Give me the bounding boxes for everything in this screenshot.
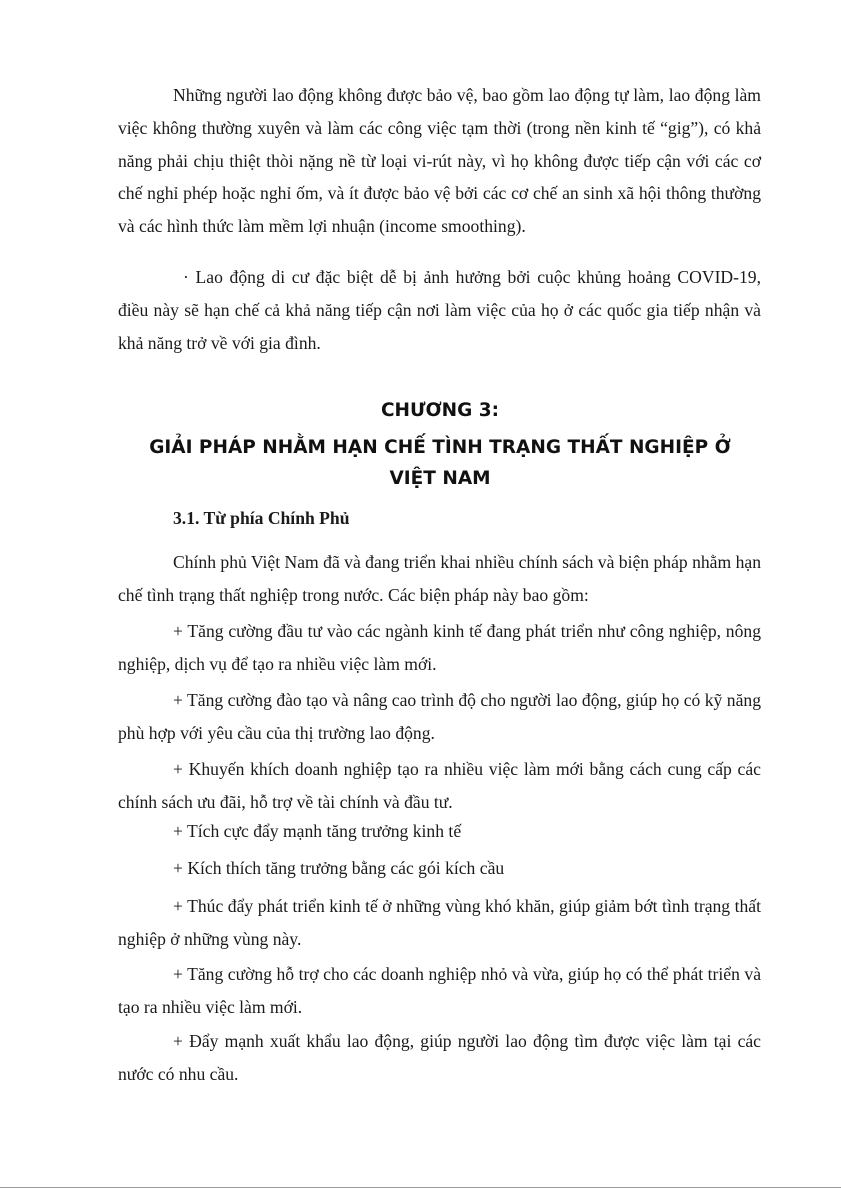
list-item-stimulus: + Kích thích tăng trưởng bằng các gói kích cầu [173,858,505,878]
list-item-investment: + Tăng cường đầu tư vào các ngành kinh tế đang phát triển như công nghiệp, nông nghiệp, dịch vụ để tạo ra nhiều việc làm mới. [118,621,761,674]
paragraph-migrant-workers: · Lao động di cư đặc biệt dễ bị ảnh hưởng bởi cuộc khủng hoảng COVID-19, điều này sẽ hạn chế cả khả năng tiếp cận nơi làm việc của họ ở các quốc gia tiếp nhận và khả năng trở về với gia đình. [118,267,761,353]
chapter-title-line1: GIẢI PHÁP NHẰM HẠN CHẾ TÌNH TRẠNG THẤT NGHIỆP Ở [149,437,731,458]
section-heading: 3.1. Từ phía Chính Phủ [173,508,350,528]
list-item-sme-support: + Tăng cường hỗ trợ cho các doanh nghiệp nhỏ và vừa, giúp họ có thể phát triển và tạo ra nhiều việc làm mới. [118,964,761,1017]
list-item-training: + Tăng cường đào tạo và nâng cao trình độ cho người lao động, giúp họ có kỹ năng phù hợp với yêu cầu của thị trường lao động. [118,690,761,743]
list-item-economic-growth: + Tích cực đẩy mạnh tăng trưởng kinh tế [173,821,462,841]
chapter-number: CHƯƠNG 3: [380,400,500,421]
paragraph-intro: Chính phủ Việt Nam đã và đang triển khai nhiều chính sách và biện pháp nhằm hạn chế tình trạng thất nghiệp trong nước. Các biện pháp này bao gồm: [118,552,761,605]
list-item-business-incentives: + Khuyến khích doanh nghiệp tạo ra nhiều việc làm mới bằng cách cung cấp các chính sách ưu đãi, hỗ trợ về tài chính và đầu tư. [118,759,761,812]
list-item-labor-export: + Đẩy mạnh xuất khẩu lao động, giúp người lao động tìm được việc làm tại các nước có nhu cầu. [118,1031,761,1084]
page-bottom-rule [0,1187,841,1188]
paragraph-unprotected-workers: Những người lao động không được bảo vệ, bao gồm lao động tự làm, lao động làm việc không thường xuyên và làm các công việc tạm thời (trong nền kinh tế “gig”), có khả năng phải chịu thiệt thòi nặng nề từ loại vi-rút này, vì họ không được tiếp cận với các cơ chế nghỉ phép hoặc nghỉ ốm, và ít được bảo vệ bởi các cơ chế an sinh xã hội thông thường và các hình thức làm mềm lợi nhuận (income smoothing). [118,85,761,237]
list-item-disadvantaged-regions: + Thúc đẩy phát triển kinh tế ở những vùng khó khăn, giúp giảm bớt tình trạng thất nghiệp ở những vùng này. [118,896,761,949]
chapter-title-line2: VIỆT NAM [389,468,491,489]
